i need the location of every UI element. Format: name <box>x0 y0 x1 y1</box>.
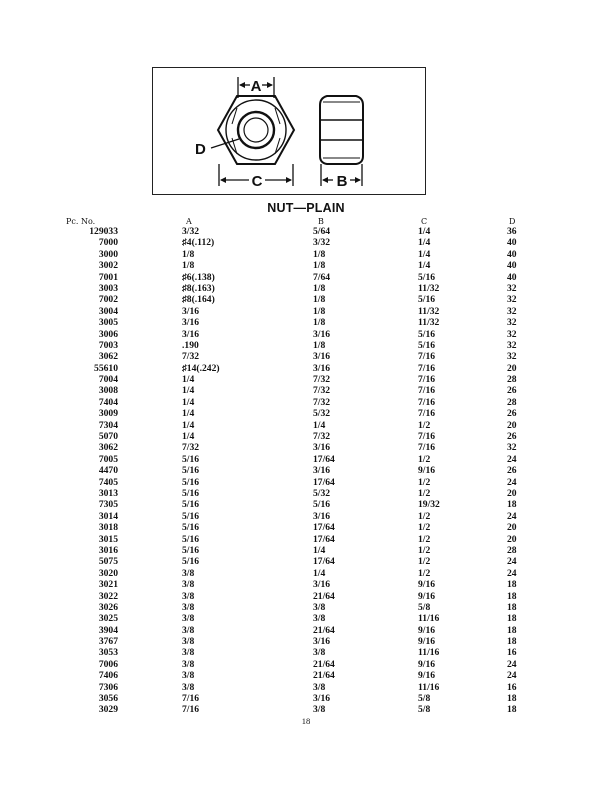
cell-pc-no: 3026 <box>98 601 118 613</box>
table-row <box>0 329 612 340</box>
cell-b: 7/64 <box>313 271 331 283</box>
cell-d: 24 <box>507 567 517 579</box>
table-row <box>0 488 612 499</box>
table-row <box>0 397 612 408</box>
cell-c: 9/16 <box>418 590 436 602</box>
table-row <box>0 294 612 305</box>
cell-c: 5/16 <box>418 271 436 283</box>
cell-pc-no: 7006 <box>98 658 118 670</box>
table-row <box>0 704 612 715</box>
cell-c: 1/2 <box>418 453 431 465</box>
table-row <box>0 385 612 396</box>
cell-c: 5/8 <box>418 704 431 716</box>
cell-c: 1/2 <box>418 533 431 545</box>
cell-a: .190 <box>182 339 199 351</box>
cell-c: 9/16 <box>418 579 436 591</box>
table-row <box>0 568 612 579</box>
cell-a: 7/16 <box>182 704 200 716</box>
cell-pc-no: 7404 <box>98 396 118 408</box>
cell-b: 1/8 <box>313 305 326 317</box>
cell-d: 26 <box>507 465 517 477</box>
cell-a: 3/32 <box>182 226 200 237</box>
table-row <box>0 420 612 431</box>
cell-d: 24 <box>507 453 517 465</box>
table-row <box>0 591 612 602</box>
cell-pc-no: 3020 <box>98 567 118 579</box>
cell-d: 16 <box>507 647 517 659</box>
table-row <box>0 545 612 556</box>
cell-d: 40 <box>507 271 517 283</box>
cell-a: 1/4 <box>182 408 195 420</box>
cell-b: 1/8 <box>313 317 326 329</box>
cell-a: 5/16 <box>182 533 200 545</box>
table-row <box>0 579 612 590</box>
cell-c: 7/16 <box>418 351 436 363</box>
cell-d: 32 <box>507 282 517 294</box>
cell-a: ♯14(.242) <box>182 362 220 374</box>
table-row <box>0 374 612 385</box>
cell-b: 21/64 <box>313 590 335 602</box>
cell-a: ♯8(.163) <box>182 282 215 294</box>
cell-b: 17/64 <box>313 522 335 534</box>
cell-d: 32 <box>507 305 517 317</box>
cell-pc-no: 5075 <box>98 556 118 568</box>
cell-pc-no: 3008 <box>98 385 118 397</box>
page-title: NUT—PLAIN <box>267 201 345 215</box>
cell-a: 3/8 <box>182 601 195 613</box>
table-row <box>0 647 612 658</box>
cell-pc-no: 3025 <box>98 613 118 625</box>
cell-a: 5/16 <box>182 544 200 556</box>
cell-b: 3/16 <box>313 351 331 363</box>
cell-a: 5/16 <box>182 465 200 477</box>
cell-a: 1/4 <box>182 385 195 397</box>
hex-side-outline <box>320 96 363 164</box>
cell-c: 1/2 <box>418 522 431 534</box>
cell-b: 3/32 <box>313 237 331 249</box>
table-row <box>0 351 612 362</box>
cell-c: 11/16 <box>418 613 440 625</box>
hex-chamfer-circle <box>226 100 286 160</box>
table-row <box>0 693 612 704</box>
cell-b: 3/16 <box>313 442 331 454</box>
cell-a: 5/16 <box>182 499 200 511</box>
header-b: B <box>318 217 324 226</box>
cell-b: 5/32 <box>313 408 331 420</box>
cell-d: 24 <box>507 670 517 682</box>
bore-inner <box>244 118 268 142</box>
cell-pc-no: 3003 <box>98 282 118 294</box>
cell-b: 1/8 <box>313 282 326 294</box>
cell-a: 3/16 <box>182 305 200 317</box>
cell-b: 3/16 <box>313 465 331 477</box>
cell-c: 9/16 <box>418 465 436 477</box>
cell-a: 5/16 <box>182 476 200 488</box>
cell-a: ♯8(.164) <box>182 294 215 306</box>
table-row <box>0 534 612 545</box>
cell-c: 9/16 <box>418 670 436 682</box>
cell-d: 24 <box>507 556 517 568</box>
cell-b: 3/16 <box>313 510 331 522</box>
cell-a: 1/4 <box>182 396 195 408</box>
cell-b: 5/32 <box>313 487 331 499</box>
cell-a: ♯4(.112) <box>182 237 215 249</box>
cell-d: 18 <box>507 601 517 613</box>
cell-d: 36 <box>507 226 517 237</box>
cell-c: 1/2 <box>418 419 431 431</box>
cell-c: 1/2 <box>418 476 431 488</box>
cell-c: 5/16 <box>418 294 436 306</box>
cell-a: 3/8 <box>182 590 195 602</box>
cell-d: 28 <box>507 396 517 408</box>
header-pc-no: Pc. No. <box>66 217 96 226</box>
cell-a: 3/8 <box>182 579 195 591</box>
table-row <box>0 431 612 442</box>
cell-pc-no: 3056 <box>98 693 118 705</box>
cell-c: 11/32 <box>418 282 440 294</box>
table-row <box>0 511 612 522</box>
cell-c: 5/8 <box>418 693 431 705</box>
cell-d: 26 <box>507 431 517 443</box>
cell-c: 9/16 <box>418 624 436 636</box>
cell-b: 21/64 <box>313 670 335 682</box>
cell-d: 40 <box>507 248 517 260</box>
cell-a: 3/8 <box>182 670 195 682</box>
cell-pc-no: 3009 <box>98 408 118 420</box>
page-number: 18 <box>301 716 311 726</box>
cell-pc-no: 7306 <box>98 681 118 693</box>
cell-b: 3/16 <box>313 328 331 340</box>
cell-pc-no: 7002 <box>98 294 118 306</box>
cell-b: 3/8 <box>313 601 326 613</box>
cell-a: 7/16 <box>182 693 200 705</box>
cell-b: 17/64 <box>313 556 335 568</box>
table-row <box>0 556 612 567</box>
dim-label-a: A <box>250 78 262 95</box>
cell-a: 3/8 <box>182 647 195 659</box>
cell-d: 26 <box>507 385 517 397</box>
cell-pc-no: 7003 <box>98 339 118 351</box>
cell-a: 3/8 <box>182 658 195 670</box>
cell-a: ♯6(.138) <box>182 271 215 283</box>
hex-front-outline <box>218 96 294 164</box>
cell-c: 7/16 <box>418 431 436 443</box>
table-row <box>0 442 612 453</box>
cell-c: 7/16 <box>418 396 436 408</box>
cell-b: 7/32 <box>313 385 331 397</box>
table-row <box>0 272 612 283</box>
cell-c: 11/16 <box>418 681 440 693</box>
cell-pc-no: 3016 <box>98 544 118 556</box>
cell-c: 1/2 <box>418 487 431 499</box>
cell-c: 1/4 <box>418 248 431 260</box>
cell-d: 20 <box>507 533 517 545</box>
dim-label-c: C <box>251 173 263 190</box>
table-row <box>0 249 612 260</box>
cell-d: 18 <box>507 499 517 511</box>
cell-pc-no: 7005 <box>98 453 118 465</box>
cell-a: 3/8 <box>182 681 195 693</box>
cell-pc-no: 3000 <box>98 248 118 260</box>
cell-pc-no: 7406 <box>98 670 118 682</box>
cell-d: 32 <box>507 351 517 363</box>
cell-c: 1/2 <box>418 556 431 568</box>
table-row <box>0 363 612 374</box>
table-row <box>0 636 612 647</box>
cell-d: 18 <box>507 636 517 648</box>
cell-pc-no: 3006 <box>98 328 118 340</box>
cell-d: 32 <box>507 442 517 454</box>
cell-d: 40 <box>507 237 517 249</box>
cell-c: 7/16 <box>418 362 436 374</box>
cell-c: 7/16 <box>418 442 436 454</box>
cell-c: 5/16 <box>418 339 436 351</box>
cell-pc-no: 3053 <box>98 647 118 659</box>
cell-a: 1/8 <box>182 260 195 272</box>
cell-pc-no: 129033 <box>89 226 118 237</box>
cell-a: 5/16 <box>182 453 200 465</box>
cell-pc-no: 7000 <box>98 237 118 249</box>
cell-pc-no: 55610 <box>94 362 118 374</box>
cell-c: 5/8 <box>418 601 431 613</box>
cell-c: 11/32 <box>418 317 440 329</box>
table-row <box>0 260 612 271</box>
cell-b: 3/16 <box>313 579 331 591</box>
cell-pc-no: 3013 <box>98 487 118 499</box>
table-row <box>0 613 612 624</box>
cell-d: 32 <box>507 317 517 329</box>
cell-c: 19/32 <box>418 499 440 511</box>
cell-b: 7/32 <box>313 374 331 386</box>
cell-b: 3/16 <box>313 636 331 648</box>
table-row <box>0 465 612 476</box>
cell-d: 20 <box>507 362 517 374</box>
table-row <box>0 340 612 351</box>
cell-c: 1/4 <box>418 237 431 249</box>
cell-d: 20 <box>507 487 517 499</box>
cell-d: 32 <box>507 328 517 340</box>
cell-c: 9/16 <box>418 658 436 670</box>
cell-a: 5/16 <box>182 510 200 522</box>
cell-b: 1/8 <box>313 339 326 351</box>
table-row <box>0 283 612 294</box>
table-row <box>0 670 612 681</box>
cell-c: 1/2 <box>418 544 431 556</box>
cell-pc-no: 3002 <box>98 260 118 272</box>
cell-c: 7/16 <box>418 385 436 397</box>
cell-a: 3/8 <box>182 613 195 625</box>
table-row <box>0 682 612 693</box>
cell-a: 1/4 <box>182 419 195 431</box>
cell-a: 1/4 <box>182 431 195 443</box>
cell-d: 20 <box>507 522 517 534</box>
cell-c: 1/4 <box>418 226 431 237</box>
table-row <box>0 522 612 533</box>
cell-b: 3/8 <box>313 647 326 659</box>
cell-b: 3/8 <box>313 681 326 693</box>
cell-pc-no: 4470 <box>98 465 118 477</box>
cell-b: 5/16 <box>313 499 331 511</box>
cell-a: 3/16 <box>182 317 200 329</box>
cell-b: 17/64 <box>313 476 335 488</box>
cell-d: 20 <box>507 419 517 431</box>
cell-c: 7/16 <box>418 374 436 386</box>
cell-c: 11/16 <box>418 647 440 659</box>
cell-pc-no: 3004 <box>98 305 118 317</box>
table-row <box>0 602 612 613</box>
cell-b: 1/8 <box>313 248 326 260</box>
parts-table <box>0 226 612 716</box>
nut-diagram <box>152 67 426 195</box>
cell-d: 18 <box>507 624 517 636</box>
cell-c: 9/16 <box>418 636 436 648</box>
cell-d: 26 <box>507 408 517 420</box>
table-row <box>0 477 612 488</box>
cell-d: 18 <box>507 613 517 625</box>
cell-c: 11/32 <box>418 305 440 317</box>
table-row <box>0 499 612 510</box>
cell-pc-no: 5070 <box>98 431 118 443</box>
cell-d: 40 <box>507 260 517 272</box>
cell-d: 18 <box>507 693 517 705</box>
table-row <box>0 625 612 636</box>
cell-b: 17/64 <box>313 533 335 545</box>
cell-b: 7/32 <box>313 396 331 408</box>
cell-c: 1/2 <box>418 567 431 579</box>
cell-pc-no: 3022 <box>98 590 118 602</box>
cell-d: 24 <box>507 510 517 522</box>
cell-pc-no: 7304 <box>98 419 118 431</box>
cell-a: 5/16 <box>182 522 200 534</box>
cell-b: 1/4 <box>313 419 326 431</box>
nut-drawing <box>153 68 427 196</box>
cell-b: 1/4 <box>313 567 326 579</box>
cell-c: 1/4 <box>418 260 431 272</box>
cell-c: 5/16 <box>418 328 436 340</box>
cell-a: 3/8 <box>182 567 195 579</box>
cell-d: 18 <box>507 590 517 602</box>
cell-pc-no: 3029 <box>98 704 118 716</box>
cell-b: 7/32 <box>313 431 331 443</box>
header-a: A <box>186 217 192 226</box>
cell-pc-no: 3062 <box>98 442 118 454</box>
cell-pc-no: 3005 <box>98 317 118 329</box>
cell-d: 18 <box>507 704 517 716</box>
cell-a: 7/32 <box>182 351 200 363</box>
cell-pc-no: 3904 <box>98 624 118 636</box>
cell-a: 1/8 <box>182 248 195 260</box>
cell-c: 1/2 <box>418 510 431 522</box>
cell-b: 17/64 <box>313 453 335 465</box>
table-row <box>0 408 612 419</box>
cell-b: 21/64 <box>313 624 335 636</box>
cell-pc-no: 7305 <box>98 499 118 511</box>
cell-b: 1/8 <box>313 294 326 306</box>
cell-d: 28 <box>507 544 517 556</box>
cell-a: 7/32 <box>182 442 200 454</box>
table-row <box>0 306 612 317</box>
cell-b: 1/4 <box>313 544 326 556</box>
cell-d: 32 <box>507 294 517 306</box>
cell-a: 5/16 <box>182 487 200 499</box>
cell-d: 24 <box>507 658 517 670</box>
dim-label-b: B <box>336 173 348 190</box>
cell-d: 18 <box>507 579 517 591</box>
cell-pc-no: 3015 <box>98 533 118 545</box>
table-row <box>0 454 612 465</box>
cell-a: 5/16 <box>182 556 200 568</box>
cell-pc-no: 3018 <box>98 522 118 534</box>
dim-label-d: D <box>195 141 206 158</box>
cell-d: 28 <box>507 374 517 386</box>
cell-d: 24 <box>507 476 517 488</box>
table-row <box>0 659 612 670</box>
table-row <box>0 317 612 328</box>
cell-a: 3/16 <box>182 328 200 340</box>
cell-b: 5/64 <box>313 226 331 237</box>
header-d: D <box>509 217 516 226</box>
cell-c: 7/16 <box>418 408 436 420</box>
cell-b: 21/64 <box>313 658 335 670</box>
cell-a: 1/4 <box>182 374 195 386</box>
cell-pc-no: 7004 <box>98 374 118 386</box>
cell-pc-no: 3767 <box>98 636 118 648</box>
cell-a: 3/8 <box>182 636 195 648</box>
cell-pc-no: 7405 <box>98 476 118 488</box>
cell-b: 3/8 <box>313 704 326 716</box>
header-c: C <box>421 217 428 226</box>
cell-b: 3/16 <box>313 693 331 705</box>
cell-d: 32 <box>507 339 517 351</box>
cell-pc-no: 3014 <box>98 510 118 522</box>
cell-pc-no: 7001 <box>98 271 118 283</box>
cell-a: 3/8 <box>182 624 195 636</box>
cell-pc-no: 3062 <box>98 351 118 363</box>
cell-d: 16 <box>507 681 517 693</box>
table-row <box>0 226 612 237</box>
cell-b: 3/8 <box>313 613 326 625</box>
table-row <box>0 237 612 248</box>
cell-b: 3/16 <box>313 362 331 374</box>
cell-b: 1/8 <box>313 260 326 272</box>
cell-pc-no: 3021 <box>98 579 118 591</box>
